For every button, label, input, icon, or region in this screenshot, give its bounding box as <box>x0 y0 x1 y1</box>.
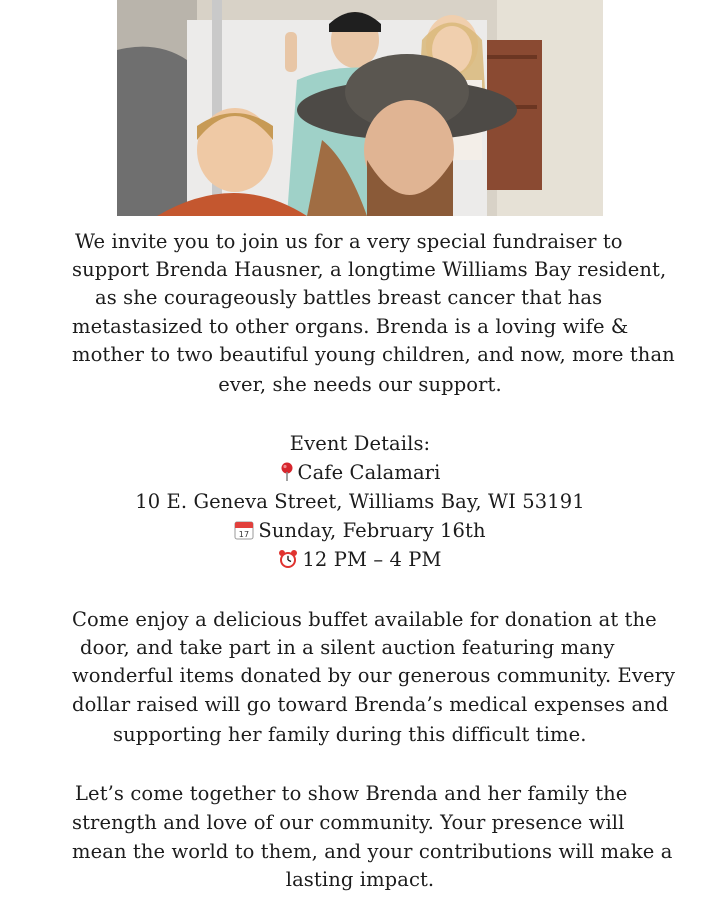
event-date-row <box>0 517 720 548</box>
event-time: 12 PM – 4 PM <box>302 548 442 571</box>
event-date: Sunday, February 16th <box>258 519 486 542</box>
intro-line-3: as she courageously battles breast cancer that has <box>95 286 603 309</box>
calendar-icon <box>234 520 254 548</box>
alarm-clock-icon <box>278 549 298 577</box>
intro-line-1: We invite you to join us for a very special fundraiser to <box>75 230 623 253</box>
closing-line-1: Let’s come together to show Brenda and her family the <box>75 782 628 805</box>
closing-line-3: mean the world to them, and your contributions will make a <box>72 840 673 863</box>
pin-icon <box>280 462 294 490</box>
event-venue-row <box>0 459 720 490</box>
intro-line-5: mother to two beautiful young children, and now, more than <box>72 343 675 366</box>
event-venue: Cafe Calamari <box>297 461 441 484</box>
details-line-1: Come enjoy a delicious buffet available for donation at the <box>72 608 657 631</box>
closing-line-2: strength and love of our community. Your presence will <box>72 811 625 834</box>
intro-line-4: metastasized to other organs. Brenda is a loving wife & <box>72 315 629 338</box>
details-line-5: supporting her family during this difficult time. <box>113 723 587 746</box>
photo-illustration <box>117 0 603 216</box>
event-heading: Event Details: <box>289 432 431 455</box>
intro-line-2: support Brenda Hausner, a longtime Williams Bay resident, <box>72 258 667 281</box>
intro-line-6: ever, she needs our support. <box>218 373 502 396</box>
closing-line-4: lasting impact. <box>285 868 435 891</box>
event-time-row <box>0 546 720 577</box>
family-photo <box>117 0 603 216</box>
event-address: 10 E. Geneva Street, Williams Bay, WI 53191 <box>135 490 585 513</box>
details-line-3: wonderful items donated by our generous community. Every <box>72 664 676 687</box>
details-line-4: dollar raised will go toward Brenda’s medical expenses and <box>72 693 669 716</box>
calendar-day: 17 <box>239 530 250 539</box>
details-line-2: door, and take part in a silent auction featuring many <box>80 636 615 659</box>
